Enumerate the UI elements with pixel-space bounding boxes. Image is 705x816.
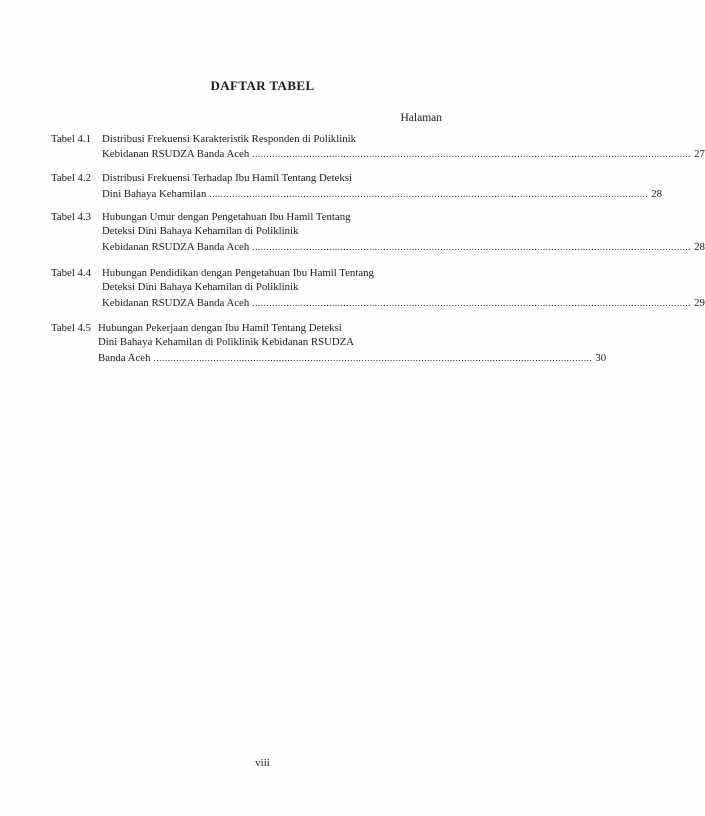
entry-title-line: Banda Aceh <box>98 352 151 364</box>
entry-page-number: 29 <box>694 297 705 309</box>
page-number: viii <box>255 757 270 769</box>
entry-title-line: Distribusi Frekuensi Karakteristik Responden di Poliklinik <box>102 133 357 145</box>
entry-label: Tabel 4.5 <box>51 322 92 334</box>
entry-title-line: Hubungan Pekerjaan dengan Ibu Hamil Tentang Deteksi <box>98 322 342 334</box>
entry-title-line: Kebidanan RSUDZA Banda Aceh <box>102 148 250 160</box>
entry-title-line: Deteksi Dini Bahaya Kehamilan di Poliklinik <box>102 281 299 293</box>
entry-title-line: Hubungan Umur dengan Pengetahuan Ibu Hamil Tentang <box>102 211 351 223</box>
entry-title-line: Deteksi Dini Bahaya Kehamilan di Poliklinik <box>102 225 299 237</box>
entry-label: Tabel 4.3 <box>51 211 92 223</box>
entry-page-number: 28 <box>694 241 705 253</box>
entry-title-line: Distribusi Frekuensi Terhadap Ibu Hamil Tentang Deteksi <box>102 172 352 184</box>
entry-label: Tabel 4.4 <box>51 267 92 279</box>
dot-leader: .......................................................................................................................................................... <box>153 353 593 363</box>
entry-label: Tabel 4.2 <box>51 172 92 184</box>
dot-leader: .......................................................................................................................................................... <box>252 242 692 252</box>
entry-label: Tabel 4.1 <box>51 133 92 145</box>
entry-title-line: Hubungan Pendidikan dengan Pengetahuan Ibu Hamil Tentang <box>102 267 374 279</box>
entry-last-line <box>102 147 705 161</box>
entry-last-line <box>102 240 705 254</box>
entry-last-line <box>102 296 705 310</box>
entry-last-line <box>98 351 607 365</box>
entry-title-line: Kebidanan RSUDZA Banda Aceh <box>102 241 250 253</box>
entry-page-number: 27 <box>694 148 705 160</box>
dot-leader: .......................................................................................................................................................... <box>252 149 692 159</box>
entry-title-line: Dini Bahaya Kehamilan <box>102 188 207 200</box>
dot-leader: .......................................................................................................................................................... <box>209 189 649 199</box>
page-column-header: Halaman <box>400 112 442 124</box>
entry-page-number: 28 <box>651 188 663 200</box>
entry-title-line: Dini Bahaya Kehamilan di Poliklinik Kebidanan RSUDZA <box>98 336 355 348</box>
entry-page-number: 30 <box>595 352 607 364</box>
entry-last-line <box>102 187 663 201</box>
dot-leader: .......................................................................................................................................................... <box>252 298 692 308</box>
entry-title-line: Kebidanan RSUDZA Banda Aceh <box>102 297 250 309</box>
page-title: DAFTAR TABEL <box>210 78 315 93</box>
